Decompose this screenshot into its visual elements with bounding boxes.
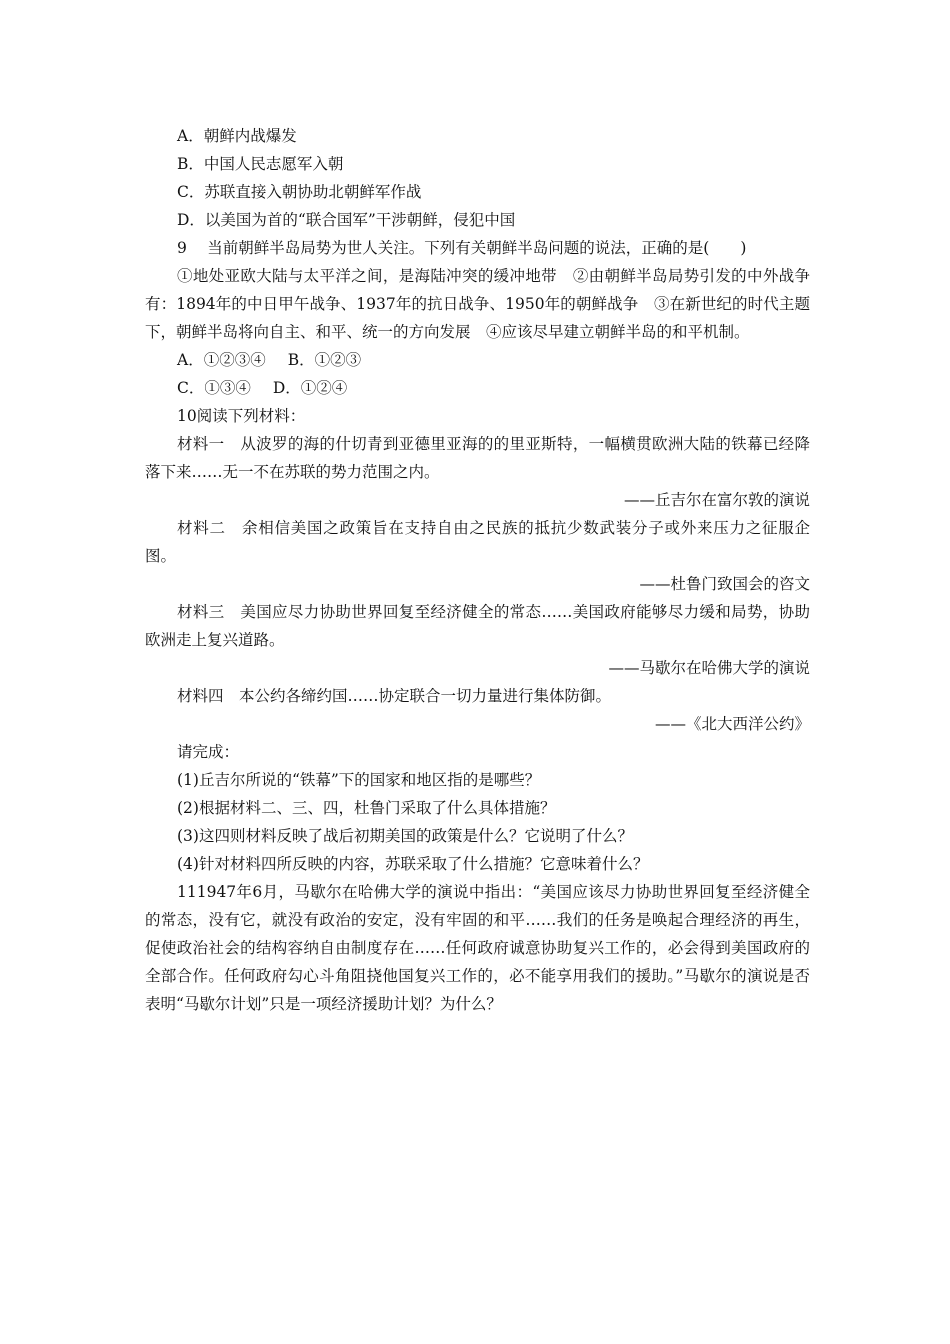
q9-option-b: B．①②③	[287, 351, 362, 369]
q9-statements: ①地处亚欧大陆与太平洋之间，是海陆冲突的缓冲地带 ②由朝鲜半岛局势引发的中外战争有：1894年的中日甲午战争、1937年的抗日战争、1950年的朝鲜战争 ③在新世纪的时代主题下，朝鲜半岛将向自主、和平、统一的方向发展 ④应该尽早建立朝鲜半岛的和平机制。	[145, 267, 810, 341]
q10-subquestion-4: (4)针对材料四所反映的内容，苏联采取了什么措施？它意味着什么？	[177, 855, 649, 873]
material-3-text: 材料三 美国应尽力协助世界回复至经济健全的常态……美国政府能够尽力缓和局势，协助欧洲走上复兴道路。	[145, 603, 810, 649]
q9-option-c: C．①③④	[177, 379, 251, 397]
q9-options-row-2	[145, 374, 810, 402]
q8-option-c: C．苏联直接入朝协助北朝鲜军作战	[177, 183, 422, 201]
q9-options-row-1	[145, 346, 810, 374]
q10-subquestion-2: (2)根据材料二、三、四，杜鲁门采取了什么具体措施？	[177, 799, 556, 817]
q10-prompt: 请完成：	[177, 743, 240, 761]
material-1-source: ——丘吉尔在富尔敦的演说	[623, 491, 810, 509]
q8-option-b: B．中国人民志愿军入朝	[177, 155, 344, 173]
material-4-text: 材料四 本公约各缔约国……协定联合一切力量进行集体防御。	[177, 687, 612, 705]
material-2-text: 材料二 余相信美国之政策旨在支持自由之民族的抵抗少数武装分子或外来压力之征服企图。	[145, 519, 810, 565]
q9-option-a: A．①②③④	[177, 351, 266, 369]
q9-stem: 9 当前朝鲜半岛局势为世人关注。下列有关朝鲜半岛问题的说法，正确的是( )	[177, 239, 747, 257]
q10-subquestion-1: (1)丘吉尔所说的“铁幕”下的国家和地区指的是哪些？	[177, 771, 541, 789]
material-3-source: ——马歇尔在哈佛大学的演说	[608, 659, 810, 677]
material-2-source: ——杜鲁门致国会的咨文	[639, 575, 810, 593]
q8-option-a: A．朝鲜内战爆发	[177, 127, 297, 145]
q8-option-d: D．以美国为首的“联合国军”干涉朝鲜，侵犯中国	[177, 211, 516, 229]
q10-subquestion-3: (3)这四则材料反映了战后初期美国的政策是什么？它说明了什么？	[177, 827, 633, 845]
document-body	[145, 122, 810, 1018]
q10-stem: 10阅读下列材料：	[177, 407, 306, 425]
q11-text: 111947年6月，马歇尔在哈佛大学的演说中指出：“美国应该尽力协助世界回复至经济健全的常态，没有它，就没有政治的安定，没有牢固的和平……我们的任务是唤起合理经济的再生，促使政治社会的结构容纳自由制度存在……任何政府诚意协助复兴工作的，必会得到美国政府的全部合作。任何政府勾心斗角阻挠他国复兴工作的，必不能享用我们的援助。”马歇尔的演说是否表明“马歇尔计划”只是一项经济援助计划？为什么？	[145, 883, 810, 1013]
material-1-text: 材料一 从波罗的海的什切青到亚德里亚海的的里亚斯特，一幅横贯欧洲大陆的铁幕已经降落下来……无一不在苏联的势力范围之内。	[145, 435, 810, 481]
q9-option-d: D．①②④	[272, 379, 348, 397]
material-4-source: ——《北大西洋公约》	[654, 715, 810, 733]
